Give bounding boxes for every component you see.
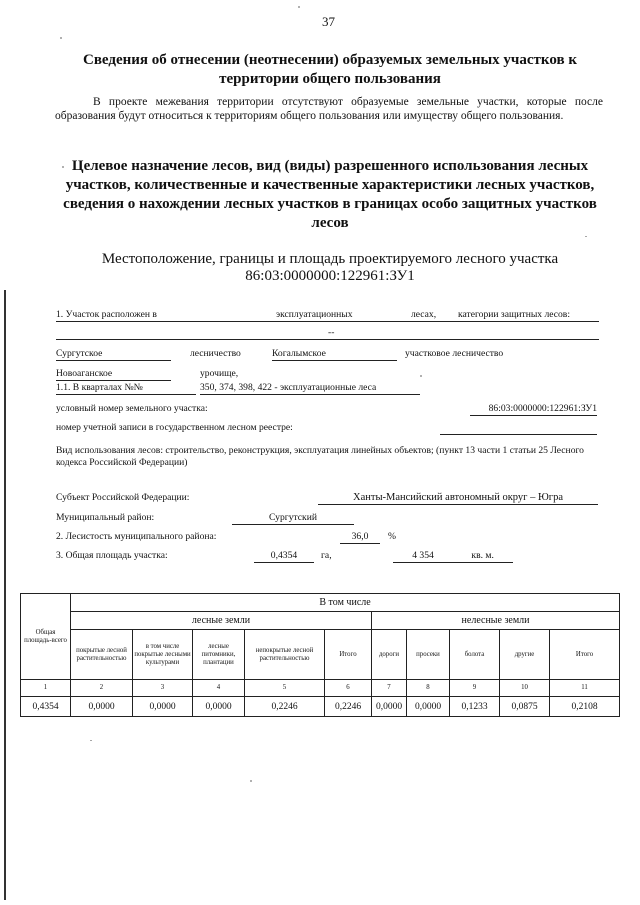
- sub-header: покрытые лесной растительностью: [71, 630, 133, 680]
- sub-header: Итого: [325, 630, 372, 680]
- page-number: 37: [322, 14, 335, 29]
- col-number: 10: [500, 680, 550, 697]
- section2-title-line2: участков, количественные и качественные характеристики лесных участков,: [65, 177, 595, 193]
- forest-usage-text: Вид использования лесов: строительство, реконструкция, эксплуатация линейных объектов; (пункт 13 части 1 статьи 25 Лесного кодекса Российской Федерации): [56, 445, 584, 468]
- forestry-label: лесничество: [190, 348, 241, 359]
- location-heading-line1: Местоположение, границы и площадь проектируемого лесного участка: [101, 251, 559, 267]
- forest-cover-label: 2. Лесистость муниципального района:: [56, 531, 217, 542]
- section2-title-line3: сведения о нахождении лесных участков в границах особо защитных участков: [63, 196, 597, 212]
- table-value: 0,0875: [500, 697, 550, 717]
- district-value: Когалымское: [272, 348, 397, 361]
- land-area-table: [20, 593, 620, 717]
- col-number: 9: [450, 680, 500, 697]
- forest-lands-header: лесные земли: [71, 612, 372, 630]
- in-total-header: В том числе: [71, 594, 620, 612]
- sub-header: болота: [450, 630, 500, 680]
- protective-category-label: категории защитных лесов:: [458, 309, 571, 320]
- col-number: 11: [550, 680, 620, 697]
- nonforest-lands-header: нелесные земли: [372, 612, 620, 630]
- table-value: 0,0000: [71, 697, 133, 717]
- col-number: 3: [133, 680, 193, 697]
- table-value: 0,0000: [372, 697, 407, 717]
- table-value: 0,2108: [550, 697, 620, 717]
- section1-paragraph: В проекте межевания территории отсутствуют образуемые земельные участки, которые после образования будут относиться к территориям общего пользования или имуществу общего пользования.: [55, 96, 603, 122]
- section2-title-line1: Целевое назначение лесов, вид (виды) разрешенного использования лесных: [71, 158, 589, 174]
- col-number: 2: [71, 680, 133, 697]
- district-label: участковое лесничество: [405, 348, 504, 359]
- forest-type-value: эксплуатационных: [276, 309, 353, 320]
- col-number: 8: [407, 680, 450, 697]
- table-value: 0,2246: [325, 697, 372, 717]
- forest-cover-value: 36,0: [340, 531, 380, 544]
- sub-header: лесные питомники, плантации: [193, 630, 245, 680]
- section2-title-line4: лесов: [311, 215, 349, 231]
- subject-label: Субъект Российской Федерации:: [56, 492, 190, 503]
- table-value: 0,0000: [133, 697, 193, 717]
- sub-header: дороги: [372, 630, 407, 680]
- col-number: 1: [21, 680, 71, 697]
- area-sqm-value: 4 354: [412, 550, 434, 561]
- sub-header: непокрытые лесной растительностью: [245, 630, 325, 680]
- section1-title-line1: Сведения об отнесении (неотнесении) образуемых земельных участков к: [83, 52, 577, 68]
- area-ha-unit: га,: [321, 550, 332, 561]
- quarters-underline: [56, 394, 196, 395]
- col-number: 6: [325, 680, 372, 697]
- forestry-value: Сургутское: [56, 348, 171, 361]
- location-heading-line2: 86:03:0000000:122961:ЗУ1: [245, 268, 415, 284]
- col-number: 4: [193, 680, 245, 697]
- table-value: 0,1233: [450, 697, 500, 717]
- section1-title-line2: территории общего пользования: [219, 71, 441, 87]
- tract-label: урочище,: [200, 368, 239, 379]
- col-total-header: Общая площадь-всего: [21, 594, 71, 680]
- category-dash: --: [328, 327, 335, 338]
- subject-value: Ханты-Мансийский автономный округ – Югра: [318, 492, 598, 505]
- location-label: 1. Участок расположен в: [56, 309, 157, 320]
- quarters-value: 350, 374, 398, 422 - эксплуатационные леса: [200, 382, 420, 395]
- forest-cover-unit: %: [388, 531, 396, 542]
- row1b-underline: [56, 339, 599, 340]
- sub-header: просеки: [407, 630, 450, 680]
- area-ha-value: 0,4354: [254, 550, 314, 563]
- registry-record-label: номер учетной записи в государственном лесном реестре:: [56, 422, 293, 433]
- area-label: 3. Общая площадь участка:: [56, 550, 168, 561]
- table-value: 0,2246: [245, 697, 325, 717]
- area-sqm-unit: кв. м.: [471, 550, 494, 561]
- table-value: 0,0000: [407, 697, 450, 717]
- row1-underline: [56, 321, 599, 322]
- sub-header: Итого: [550, 630, 620, 680]
- municipal-value: Сургутский: [232, 512, 354, 525]
- table-value: 0,4354: [21, 697, 71, 717]
- municipal-label: Муниципальный район:: [56, 512, 155, 523]
- registry-record-underline: [440, 434, 597, 435]
- sub-header: другие: [500, 630, 550, 680]
- area-sqm-line: [393, 550, 513, 563]
- cond-num-label: условный номер земельного участка:: [56, 403, 208, 414]
- scan-margin-line: [4, 290, 6, 900]
- col-number: 7: [372, 680, 407, 697]
- sub-header: в том числе покрытые лесными культурами: [133, 630, 193, 680]
- cond-num-value: 86:03:0000000:122961:ЗУ1: [470, 403, 597, 416]
- table-value: 0,0000: [193, 697, 245, 717]
- col-number: 5: [245, 680, 325, 697]
- lesah-label: лесах,: [411, 309, 437, 320]
- tract-value: Новоаганское: [56, 368, 171, 381]
- quarters-label: 1.1. В кварталах №№: [56, 382, 143, 393]
